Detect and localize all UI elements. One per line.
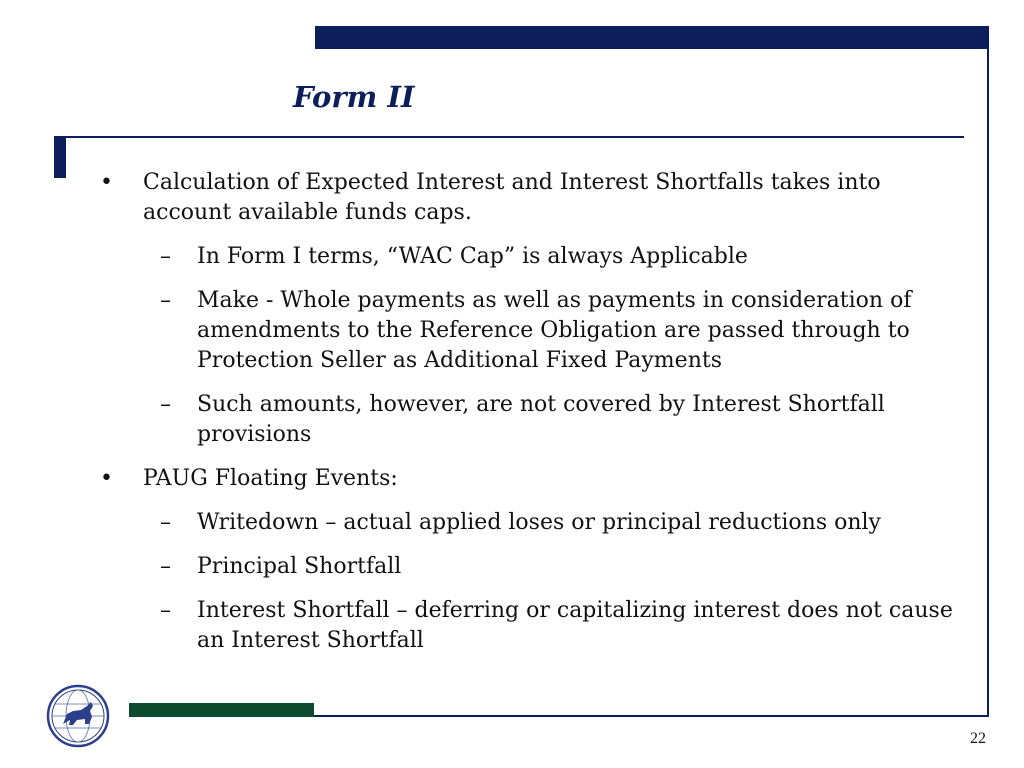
bullet-item xyxy=(98,464,968,494)
slide-body xyxy=(98,168,968,670)
sub-bullet-text: Principal Shortfall xyxy=(197,554,402,579)
sub-bullet-item xyxy=(160,508,968,538)
sub-bullet-text: Such amounts, however, are not covered by Interest Shortfall provisions xyxy=(197,392,885,447)
dash-marker: – xyxy=(160,244,171,269)
sub-bullet-text: Interest Shortfall – deferring or capitalizing interest does not cause an Interest Shortfall xyxy=(197,598,953,653)
bottom-accent-bar xyxy=(129,703,314,717)
bullet-item xyxy=(98,168,968,228)
sub-bullet-text: Make - Whole payments as well as payments in consideration of amendments to the Reference Obligation are passed through to Protection Seller as Additional Fixed Payments xyxy=(197,288,912,373)
dash-marker: – xyxy=(160,554,171,579)
bottom-border-rule xyxy=(314,715,989,717)
dash-marker: – xyxy=(160,598,171,623)
top-accent-bar xyxy=(315,26,989,49)
bullet-marker: • xyxy=(100,170,113,195)
sub-bullet-text: Writedown – actual applied loses or principal reductions only xyxy=(197,510,881,535)
page-number: 22 xyxy=(970,730,986,747)
sub-bullet-item xyxy=(160,390,968,450)
bullet-text: Calculation of Expected Interest and Interest Shortfalls takes into account available funds caps. xyxy=(143,170,881,225)
dash-marker: – xyxy=(160,288,171,313)
sub-bullet-item xyxy=(160,286,968,376)
right-border-rule xyxy=(987,49,989,717)
sub-bullet-item xyxy=(160,552,968,582)
sub-bullet-text: In Form I terms, “WAC Cap” is always Applicable xyxy=(197,244,748,269)
bull-globe-logo-icon xyxy=(45,684,111,748)
dash-marker: – xyxy=(160,510,171,535)
title-underline-rule xyxy=(54,136,964,138)
left-accent-block xyxy=(54,136,66,178)
sub-bullet-item xyxy=(160,242,968,272)
bullet-text: PAUG Floating Events: xyxy=(143,466,398,491)
slide-title: Form II xyxy=(293,80,415,114)
sub-bullet-item xyxy=(160,596,968,656)
dash-marker: – xyxy=(160,392,171,417)
bullet-marker: • xyxy=(100,466,113,491)
